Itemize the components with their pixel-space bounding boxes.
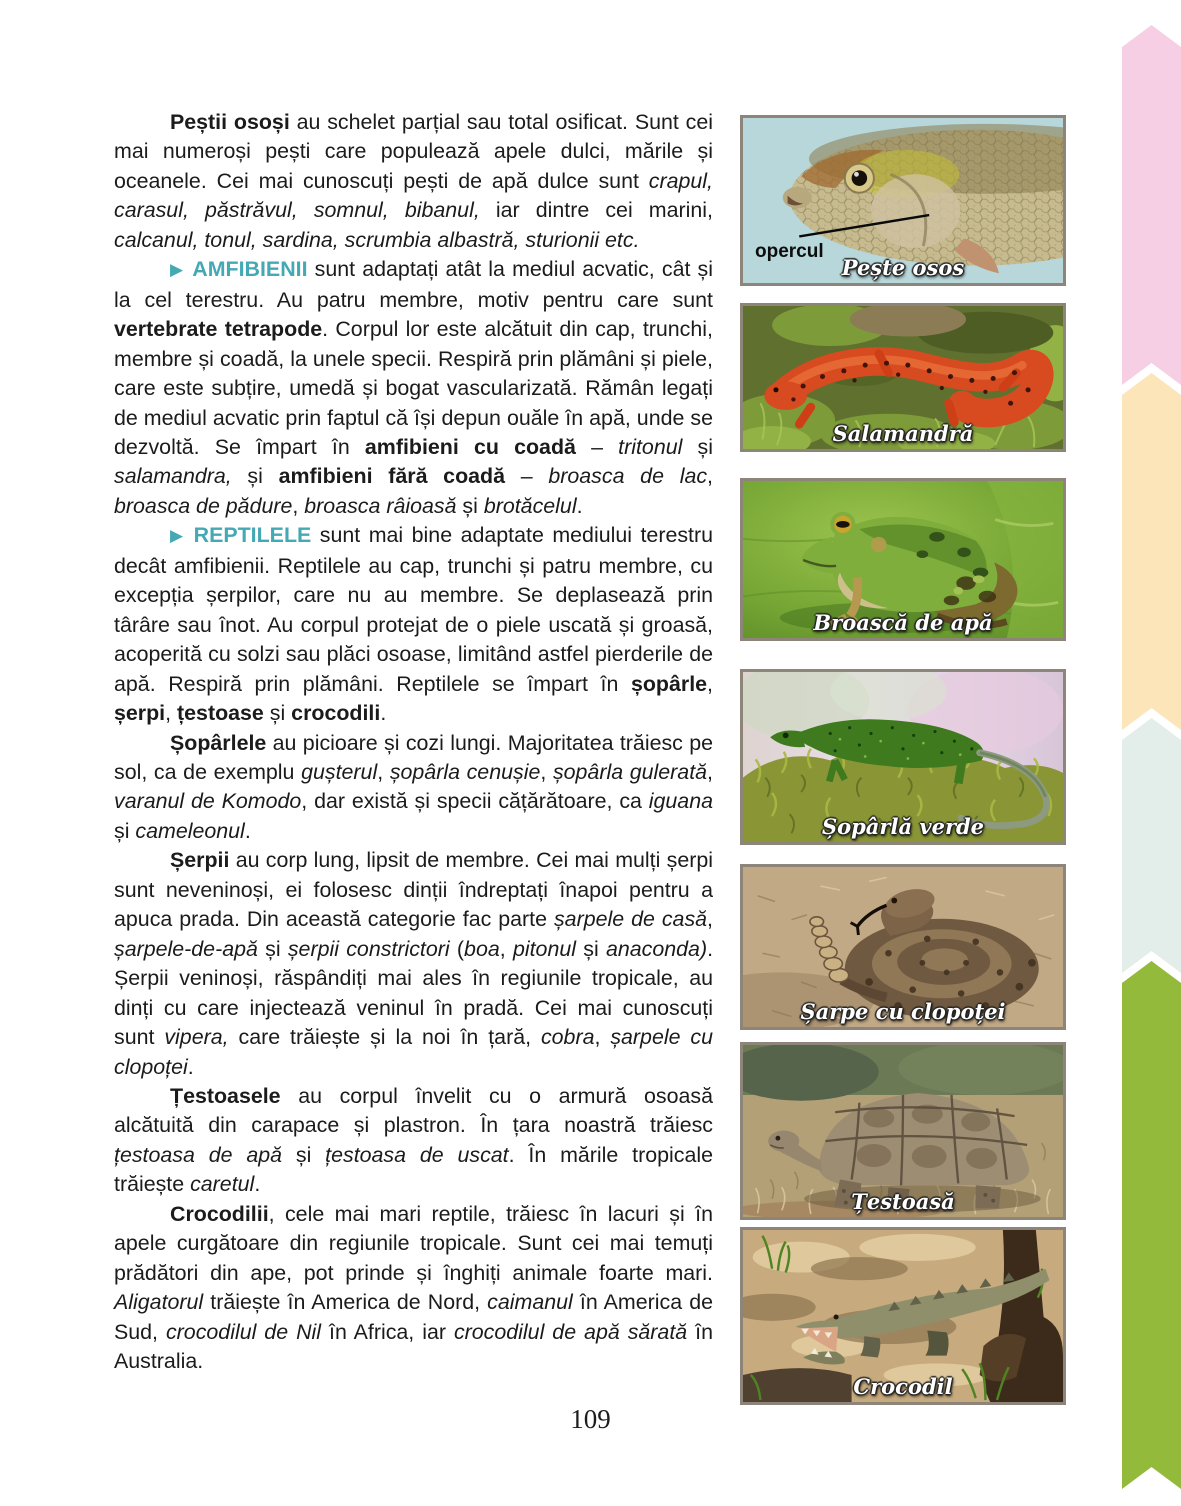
text-segment: țestoase	[177, 701, 264, 726]
paragraph	[114, 846, 713, 1082]
text-segment: crapul, carasul, păstrăvul, somnul, bibanul,	[114, 168, 713, 223]
text-segment: care trăiește și la noi în țară,	[228, 1025, 541, 1050]
figure-caption: Țestoasă	[851, 1189, 955, 1214]
text-segment: ,	[499, 936, 513, 961]
text-segment: trăiește în America de Nord,	[203, 1290, 488, 1315]
text-segment: .	[244, 818, 251, 843]
text-segment: ,	[540, 759, 553, 784]
text-segment: sunt adaptați atât la mediul acvatic, cât și la cel terestru. Au patru membre, motiv pentru care sunt	[114, 257, 713, 312]
figure-caption: Pește osos	[841, 255, 965, 280]
figure-sarpe-cu-clopotei	[740, 864, 1066, 1030]
text-segment: șarpele cu clopoței	[114, 1025, 713, 1079]
text-segment: și	[456, 493, 484, 518]
text-segment: anaconda)	[605, 936, 708, 961]
text-segment: ,	[707, 464, 713, 489]
text-segment: ,	[707, 907, 713, 932]
text-segment: amfibieni cu coadă	[364, 434, 576, 459]
text-segment: vertebrate tetrapode	[114, 317, 323, 342]
text-segment: –	[575, 434, 619, 459]
figure-caption: Șarpe cu clopoței	[800, 999, 1006, 1024]
text-segment: . Corpul lor este alcătuit din cap, trunchi, membre și coadă, la unele specii. Respiră prin plămâni și piele, care este subțire, umedă și bogat vascularizată. Rămân legați de mediul acvatic prin faptul că își depun ouăle în apă, unde se dezvoltă. Se împart în	[114, 317, 713, 459]
text-segment: cameleonul	[135, 818, 245, 843]
text-segment: gușterul	[301, 759, 378, 784]
opercul-label: opercul	[755, 241, 824, 262]
figure-soparla-verde	[740, 669, 1066, 845]
text-segment: broasca de lac	[548, 464, 708, 489]
text-segment: ,	[377, 759, 390, 784]
text-segment: crocodilul de Nil	[165, 1319, 322, 1344]
figure-caption: Crocodil	[853, 1374, 953, 1399]
text-segment: ,	[594, 1025, 611, 1050]
text-segment: au corpul învelit cu o armură osoasă alcătuită din carapace și plastron. În țara noastră trăiesc	[114, 1083, 713, 1138]
figure-peste-osos	[740, 115, 1066, 286]
article-text	[114, 108, 713, 1376]
paragraph	[114, 108, 713, 255]
text-segment: .	[187, 1054, 194, 1079]
section-arrow-icon: ▶	[170, 526, 186, 546]
text-segment: boa	[464, 936, 500, 961]
text-segment: în Africa, iar	[321, 1319, 454, 1344]
text-segment: brotăcelul	[483, 493, 577, 518]
pink-chevron-ribbon	[1122, 25, 1181, 385]
text-segment: calcanul, tonul, sardina, scrumbia albastră, sturionii etc.	[114, 227, 640, 252]
text-segment: șarpele de casă	[553, 907, 708, 932]
text-segment: țestoasa de uscat	[325, 1142, 509, 1167]
text-segment: , cele mai mari reptile, trăiesc în lacuri și în apele curgătoare din regiunile tropicale. Sunt cei mai temuți prădători din ape, pot prinde și înghiți animale foarte mari.	[114, 1201, 713, 1285]
text-segment: . În mările tropicale trăiește	[114, 1142, 714, 1197]
page-number: 109	[570, 1404, 611, 1434]
text-segment: Crocodilii	[170, 1201, 269, 1226]
text-segment: , dar există și specii cățărătoare, ca	[301, 789, 649, 814]
text-segment: au picioare și cozi lungi. Majoritatea trăiesc pe sol, ca de exemplu	[114, 730, 713, 784]
text-segment: iguana	[648, 789, 713, 814]
text-segment: șopârle	[630, 671, 708, 696]
text-segment: Țestoasele	[170, 1083, 299, 1108]
text-segment: salamandra,	[114, 464, 232, 489]
text-segment: șerpii constrictori	[287, 936, 450, 961]
text-segment: și	[263, 701, 292, 726]
text-segment: vipera,	[164, 1025, 229, 1050]
text-segment: șopârla cenușie	[389, 759, 541, 784]
section-arrow-icon: ▶	[170, 260, 185, 280]
text-segment: amfibieni fără coadă	[278, 464, 506, 489]
paragraph	[114, 729, 713, 847]
text-segment: Șerpii	[170, 848, 236, 873]
figure-crocodil	[740, 1227, 1066, 1405]
text-segment: șerpi	[114, 701, 166, 726]
peach-chevron-ribbon	[1122, 373, 1181, 730]
text-segment: crocodilul de apă sărată	[453, 1319, 688, 1344]
text-segment: cobra	[540, 1025, 595, 1050]
text-segment: ,	[292, 493, 305, 518]
text-segment: crocodili	[291, 701, 381, 726]
figure-caption: Salamandră	[832, 421, 974, 446]
text-segment: (	[449, 936, 465, 961]
text-segment: caimanul	[487, 1290, 573, 1315]
text-segment: .	[254, 1172, 261, 1197]
text-segment: broasca de pădure	[114, 493, 293, 518]
figure-caption: Broască de apă	[813, 610, 993, 635]
mint-chevron-ribbon	[1122, 718, 1181, 973]
text-segment: caretul	[190, 1172, 255, 1197]
paragraph	[114, 521, 713, 728]
text-segment: Șopârlele	[170, 730, 273, 755]
text-segment: șopârla gulerată	[552, 759, 708, 784]
text-segment: Peștii osoși	[170, 110, 297, 134]
text-segment: țestoasa de apă	[114, 1142, 283, 1167]
text-segment: AMFIBIENII	[192, 257, 308, 282]
text-segment: ,	[707, 671, 713, 696]
figure-testoasa	[740, 1042, 1066, 1220]
text-segment: ,	[165, 701, 178, 726]
text-segment: ,	[707, 759, 713, 784]
text-segment: au corp lung, lipsit de membre. Cei mai mulți șerpi sunt neveninoși, ei folosesc dinții îndreptați înapoi pentru a apuca prada. Din această categorie fac parte	[114, 848, 714, 932]
text-segment: în America de Sud,	[114, 1290, 713, 1344]
figure-broasca-de-apa	[740, 478, 1066, 641]
text-segment: iar dintre cei marini,	[479, 198, 713, 223]
text-segment: și	[114, 818, 136, 843]
text-segment: în Australia.	[114, 1319, 713, 1374]
text-segment: au schelet parțial sau total osificat. Sunt cei mai numeroși pești care populează apele dulci, mările și oceanele. Cei mai cunoscuți pești de apă dulce sunt	[114, 110, 713, 193]
text-segment: .	[576, 493, 583, 518]
text-segment: și	[576, 936, 606, 961]
figure-salamandra	[740, 303, 1066, 452]
text-segment: tritonul	[618, 434, 683, 459]
text-segment: și	[231, 464, 279, 489]
text-segment: și	[257, 936, 288, 961]
paragraph	[114, 255, 713, 521]
text-segment: și	[282, 1142, 326, 1167]
paragraph	[114, 1200, 713, 1377]
text-segment: șarpele-de-apă	[114, 936, 258, 961]
text-segment: și	[682, 434, 713, 459]
text-segment: sunt mai bine adaptate mediului terestru decât amfibienii. Reptilele au cap, trunchi și patru membre, cu excepția șerpilor, care nu au membre. Se deplasează prin târâre sau înot. Au corpul protejat de o piele uscată și groasă, acoperită cu solzi sau plăci osoase, limitând astfel pierderile de apă. Respiră prin plămâni. Reptilele se împart în	[114, 523, 713, 696]
paragraph	[114, 1082, 713, 1200]
text-segment: broasca râioasă	[304, 493, 457, 518]
text-segment: Aligatorul	[114, 1290, 204, 1315]
text-segment: varanul de Komodo	[114, 789, 302, 814]
text-segment: .	[380, 701, 387, 726]
text-segment: –	[505, 464, 549, 489]
text-segment: REPTILELE	[193, 523, 312, 548]
text-segment: . Șerpii veninoși, răspândiți mai ales în regiunile tropicale, au dinți cu care injectează veninul în pradă. Cei mai cunoscuți sunt	[114, 936, 714, 1050]
text-segment: pitonul	[512, 936, 576, 961]
figure-caption: Șopârlă verde	[821, 814, 985, 839]
